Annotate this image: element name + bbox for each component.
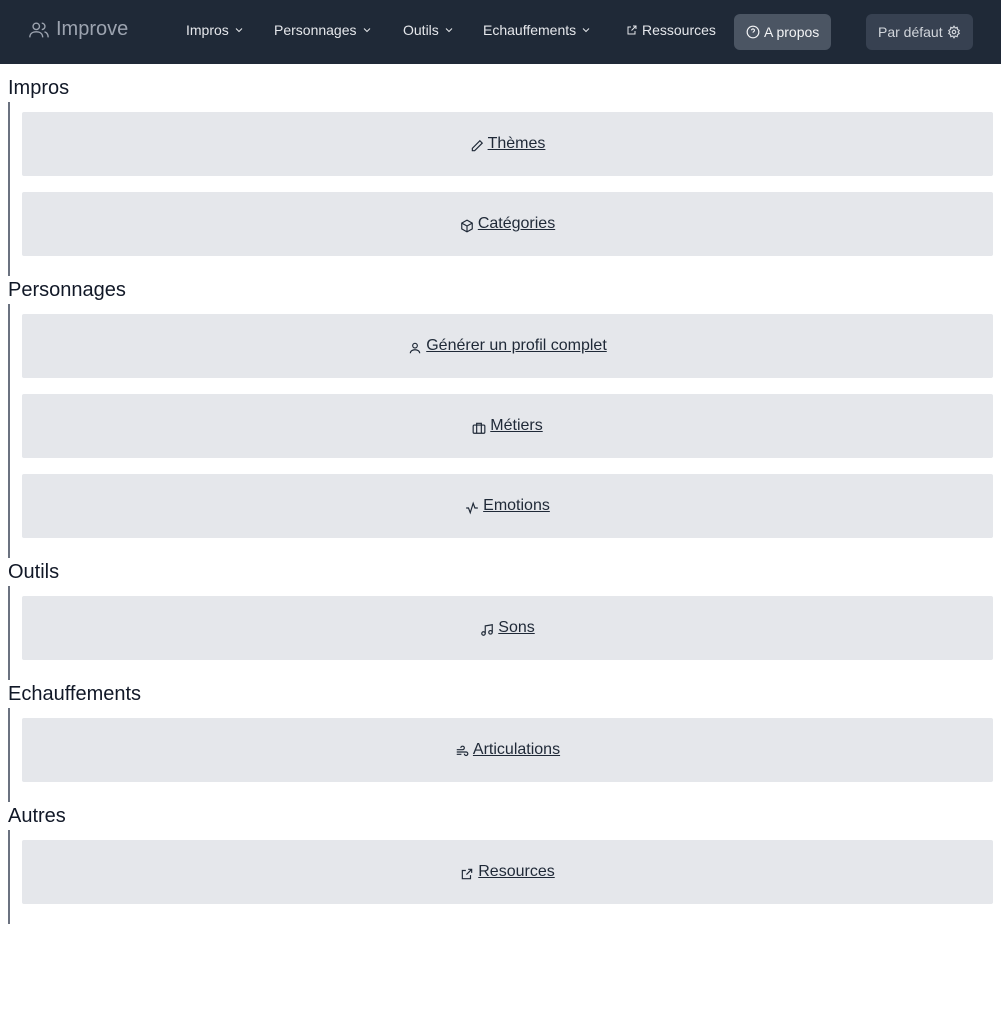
section-outils	[8, 586, 993, 680]
link-label: Articulations	[472, 741, 561, 758]
nav-label: Impros	[186, 22, 229, 38]
nav-label: Echauffements	[483, 22, 577, 38]
link-label: Resources	[478, 863, 555, 880]
chevron-down-icon	[443, 24, 455, 36]
section-title-outils: Outils	[8, 561, 60, 583]
top-navbar	[0, 0, 1001, 64]
section-echauffements	[8, 708, 993, 802]
link-resources[interactable]	[460, 863, 554, 881]
external-link-icon	[626, 24, 638, 36]
link-label: Emotions	[483, 497, 550, 514]
external-link-icon	[460, 867, 474, 881]
brand-link[interactable]	[28, 18, 128, 41]
section-title-personnages: Personnages	[8, 279, 126, 301]
link-label: Thèmes	[487, 135, 546, 152]
link-articulations[interactable]	[455, 741, 560, 759]
link-sons[interactable]	[480, 619, 534, 637]
link-label: Catégories	[477, 215, 556, 232]
section-title-impros: Impros	[8, 77, 70, 99]
section-personnages	[8, 304, 993, 558]
chevron-down-icon	[233, 24, 245, 36]
nav-label: Personnages	[274, 22, 357, 38]
card-articulations[interactable]	[22, 718, 993, 782]
card-themes[interactable]	[22, 112, 993, 176]
chevron-down-icon	[580, 24, 592, 36]
help-circle-icon	[746, 25, 760, 39]
wind-icon	[455, 745, 469, 759]
link-label: Générer un profil complet	[426, 337, 607, 354]
about-label: A propos	[764, 24, 820, 40]
nav-personnages-dropdown[interactable]	[274, 22, 373, 38]
gear-icon	[947, 25, 961, 39]
box-icon	[460, 219, 474, 233]
section-impros	[8, 102, 993, 276]
link-themes[interactable]	[470, 135, 546, 153]
card-sons[interactable]	[22, 596, 993, 660]
pencil-icon	[470, 139, 484, 153]
nav-impros-dropdown[interactable]	[186, 22, 245, 38]
users-icon	[28, 19, 50, 41]
main-content	[0, 64, 1001, 924]
nav-label: Outils	[403, 22, 439, 38]
card-categories[interactable]	[22, 192, 993, 256]
nav-outils-dropdown[interactable]	[403, 22, 455, 38]
link-profil-complet[interactable]	[408, 337, 607, 355]
card-resources[interactable]	[22, 840, 993, 904]
link-label: Métiers	[490, 417, 543, 434]
music-icon	[480, 623, 494, 637]
card-profil-complet[interactable]	[22, 314, 993, 378]
user-icon	[408, 341, 422, 355]
section-title-autres: Autres	[8, 805, 66, 827]
nav-ressources-link[interactable]	[626, 22, 716, 38]
nav-echauffements-dropdown[interactable]	[483, 22, 592, 38]
about-button[interactable]	[734, 14, 831, 50]
section-title-echauffements: Echauffements	[8, 683, 142, 705]
link-categories[interactable]	[460, 215, 555, 233]
brand-title: Improve	[56, 18, 129, 40]
section-autres	[8, 830, 993, 924]
link-metiers[interactable]	[472, 417, 542, 435]
card-metiers[interactable]	[22, 394, 993, 458]
briefcase-icon	[472, 421, 486, 435]
nav-label: Ressources	[642, 22, 716, 38]
card-emotions[interactable]	[22, 474, 993, 538]
activity-icon	[465, 501, 479, 515]
chevron-down-icon	[361, 24, 373, 36]
link-emotions[interactable]	[465, 497, 550, 515]
link-label: Sons	[498, 619, 535, 636]
theme-selector-button[interactable]	[866, 14, 973, 50]
theme-label: Par défaut	[878, 24, 943, 40]
